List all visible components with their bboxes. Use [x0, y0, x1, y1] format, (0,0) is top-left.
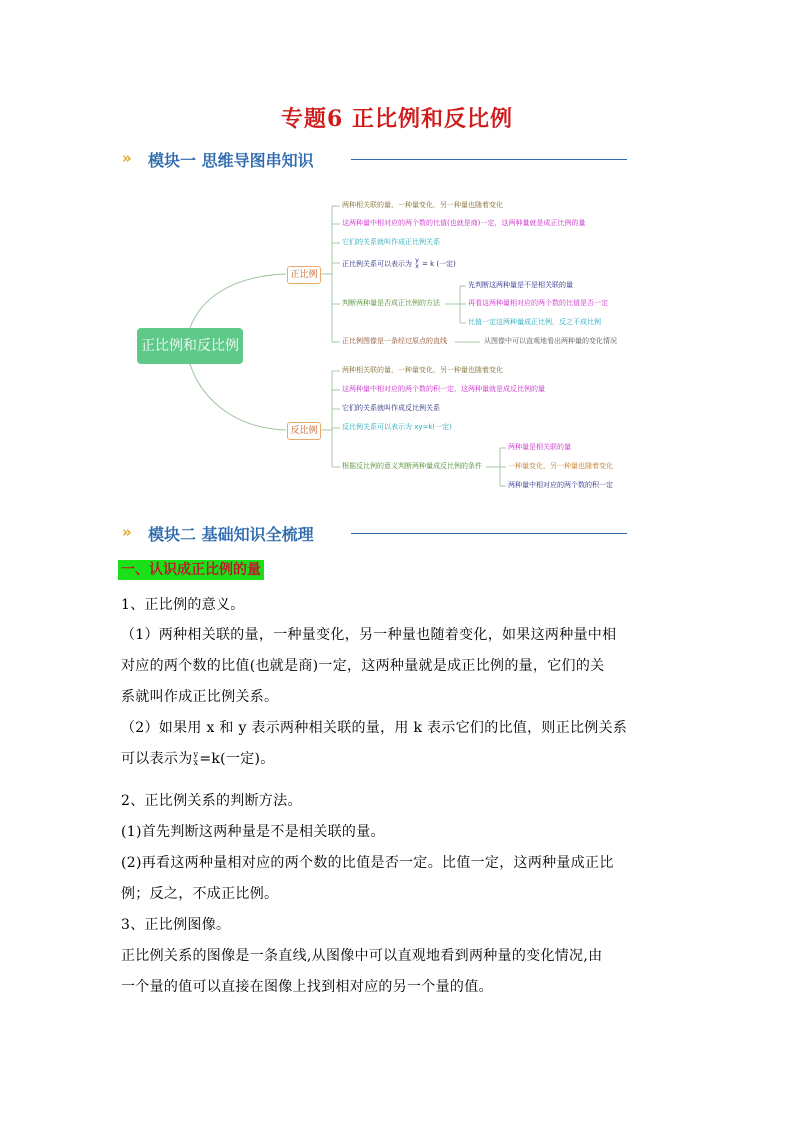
direct-item-2: 这两种量中相对应的两个数的比值(也就是商)一定，这两种量就是成正比例的量 — [342, 219, 586, 227]
fraction-numerator: y — [193, 750, 199, 759]
body-line-3: 对应的两个数的比值(也就是商)一定，这两种量就是成正比例的量，它们的关 — [121, 658, 605, 674]
body-line-2: （1）两种相关联的量，一种量变化，另一种量也随着变化，如果这两种量中相 — [121, 627, 617, 643]
method-sub-3: 比值一定这两种量成正比例，反之不成比例 — [468, 318, 601, 326]
body-line-11: 3、正比例图像。 — [121, 917, 231, 933]
direct-item-3: 它们的关系就叫作成正比例关系 — [342, 238, 440, 246]
body-line-10: 例；反之，不成正比例。 — [121, 886, 279, 902]
formula-prefix: 可以表示为 — [121, 751, 193, 767]
inverse-item-3: 它们的关系就叫作成反比例关系 — [342, 404, 440, 412]
fraction-denominator: x — [193, 758, 199, 767]
double-chevron-icon: » — [122, 149, 129, 167]
direct-formula-fraction — [415, 258, 419, 270]
method-sub-2: 再看这两种量相对应的两个数的比值是否一定 — [468, 299, 608, 307]
inverse-item-4: 反比例关系可以表示为 xy=k(一定) — [342, 423, 452, 431]
body-line-6 — [121, 748, 275, 768]
mind-map-root: 正比例和反比例 — [137, 328, 243, 364]
direct-formula-tail: = k (一定) — [422, 260, 456, 268]
cond-sub-1: 两种量是相关联的量 — [508, 443, 571, 451]
page-title: 专题6 正比例和反比例 — [281, 106, 513, 132]
module-one-title: 模块一 思维导图串知识 — [148, 151, 314, 170]
body-line-4: 系就叫作成正比例关系。 — [121, 689, 279, 705]
inverse-item-1: 两种相关联的量，一种量变化，另一种量也随着变化 — [342, 366, 503, 374]
branch-direct-proportion: 正比例 — [287, 266, 321, 284]
graph-sub: 从图像中可以直观地看出两种量的变化情况 — [484, 337, 617, 345]
body-line-7: 2、正比例关系的判断方法。 — [121, 793, 302, 809]
fraction-denominator: x — [415, 263, 419, 270]
formula-suffix: =k(一定)。 — [199, 751, 275, 767]
inverse-item-2: 这两种量中相对应的两个数的积一定，这两种量就是成反比例的量 — [342, 385, 545, 393]
direct-item-4 — [342, 258, 456, 270]
fraction-numerator: y — [415, 257, 419, 264]
branch-inverse-proportion: 反比例 — [287, 422, 321, 440]
body-line-5: （2）如果用 x 和 y 表示两种相关联的量，用 k 表示它们的比值，则正比例关系 — [121, 720, 628, 736]
direct-formula-label: 正比例关系可以表示为 — [342, 260, 412, 268]
body-line-1: 1、正比例的意义。 — [121, 597, 245, 613]
section-heading: 一、认识成正比例的量 — [118, 560, 264, 580]
cond-sub-3: 两种量中相对应的两个数的积一定 — [508, 481, 613, 489]
direct-item-1: 两种相关联的量，一种量变化，另一种量也随着变化 — [342, 201, 503, 209]
module-two-header — [122, 522, 627, 546]
direct-item-5: 判断两种量是否成正比例的方法 — [342, 299, 440, 307]
body-line-13: 一个量的值可以直接在图像上找到相对应的另一个量的值。 — [121, 979, 493, 995]
direct-item-6: 正比例图像是一条经过原点的直线 — [342, 337, 447, 345]
method-sub-1: 先判断这两种量是不是相关联的量 — [468, 281, 573, 289]
double-chevron-icon: » — [122, 523, 129, 541]
module-two-rule — [351, 533, 627, 534]
inverse-item-5: 根据反比例的意义判断两种量成反比例的条件 — [342, 462, 482, 470]
formula-fraction — [194, 751, 199, 767]
cond-sub-2: 一种量变化，另一种量也随着变化 — [508, 462, 613, 470]
body-line-8: (1)首先判断这两种量是不是相关联的量。 — [121, 824, 385, 840]
body-line-12: 正比例关系的图像是一条直线,从图像中可以直观地看到两种量的变化情况,由 — [121, 948, 603, 964]
module-two-title: 模块二 基础知识全梳理 — [148, 525, 314, 544]
body-line-9: (2)再看这两种量相对应的两个数的比值是否一定。比值一定，这两种量成正比 — [121, 855, 614, 871]
